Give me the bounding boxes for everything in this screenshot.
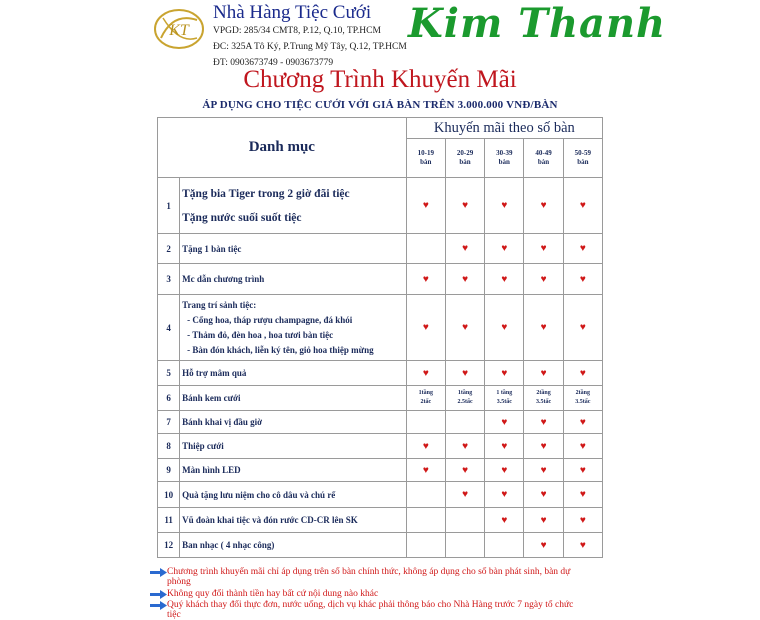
heart-icon: ♥ [501, 367, 508, 379]
brand-name: Kim Thanh [408, 0, 667, 47]
heart-icon: ♥ [579, 273, 586, 285]
heart-icon: ♥ [462, 200, 469, 211]
row-number: 11 [158, 508, 180, 533]
category-header: Danh mục [158, 118, 407, 178]
benefit-cell [524, 178, 563, 234]
item-line: Tặng nước suối suốt tiệc [182, 211, 302, 224]
benefit-cell [485, 411, 524, 434]
tier-unit: bàn [577, 158, 589, 166]
item-line: - Bàn đón khách, liễn ký tên, giỏ hoa thiệp mừng [187, 345, 374, 355]
restaurant-address: ĐC: 325A Tô Ký, P.Trung Mỹ Tây, Q.12, TP.HCM [213, 42, 407, 52]
benefit-cell [406, 533, 445, 558]
brand-line: Nhà Hàng Tiệc Cưới [213, 2, 372, 23]
item-line: Tặng bia Tiger trong 2 giờ đãi tiệc [182, 187, 350, 200]
arrow-right-icon [150, 590, 167, 599]
arrow-right-icon [150, 601, 167, 610]
heart-icon: ♥ [579, 416, 586, 428]
table-row [158, 178, 603, 234]
item-line: Màn hình LED [182, 465, 241, 475]
benefit-cell [524, 459, 563, 482]
heart-icon: ♥ [501, 464, 508, 476]
benefit-cell [485, 533, 524, 558]
benefit-cell [485, 295, 524, 361]
heart-icon: ♥ [501, 416, 508, 428]
cake-height: 3.5tấc [575, 399, 591, 405]
benefit-cell [406, 434, 445, 459]
heart-icon: ♥ [540, 200, 547, 211]
heart-icon: ♥ [501, 273, 508, 285]
tier-unit: bàn [459, 158, 471, 166]
benefit-cell [485, 434, 524, 459]
benefit-cell [445, 459, 484, 482]
row-item [180, 459, 407, 482]
heart-icon: ♥ [579, 322, 586, 333]
benefit-cell [524, 411, 563, 434]
benefit-cell [406, 411, 445, 434]
benefit-cell [524, 295, 563, 361]
heart-icon: ♥ [540, 273, 547, 285]
heart-icon: ♥ [422, 440, 429, 452]
item-line: Trang trí sảnh tiệc: [182, 300, 257, 310]
cake-height: 2.5tấc [457, 399, 473, 405]
benefit-cell [563, 482, 602, 508]
heart-icon: ♥ [462, 440, 469, 452]
heart-icon: ♥ [579, 367, 586, 379]
benefit-cell [445, 295, 484, 361]
row-item [180, 533, 407, 558]
benefit-cell [563, 361, 602, 386]
row-number: 5 [158, 361, 180, 386]
heart-icon: ♥ [422, 200, 429, 211]
row-item [180, 178, 407, 234]
cake-size [406, 386, 445, 411]
benefit-cell [485, 264, 524, 295]
heart-icon: ♥ [540, 489, 547, 500]
row-item [180, 482, 407, 508]
benefit-cell [563, 434, 602, 459]
tier-header [406, 139, 445, 178]
heart-icon: ♥ [501, 514, 508, 526]
heart-icon: ♥ [462, 243, 469, 254]
promo-header: Khuyến mãi theo số bàn [406, 118, 602, 139]
page-subtitle: ÁP DỤNG CHO TIỆC CƯỚI VỚI GIÁ BÀN TRÊN 3.000.000 VNĐ/BÀN [202, 99, 558, 111]
tier-range: 40-49 [535, 149, 552, 157]
benefit-cell [524, 482, 563, 508]
cake-height: 2tấc [420, 399, 432, 405]
heart-icon: ♥ [462, 367, 469, 379]
benefit-cell [563, 411, 602, 434]
heart-icon: ♥ [579, 243, 586, 254]
tier-range: 30-39 [496, 149, 513, 157]
benefit-cell [524, 533, 563, 558]
benefit-cell [563, 178, 602, 234]
row-number: 8 [158, 434, 180, 459]
arrow-right-icon [150, 568, 167, 577]
row-item [180, 234, 407, 264]
note-text: Chương trình khuyến mãi chỉ áp dụng trên số bàn chính thức, không áp dụng cho số bàn phát sinh, bàn dự phòng [167, 567, 571, 587]
row-item [180, 386, 407, 411]
heart-icon: ♥ [579, 440, 586, 452]
benefit-cell [406, 508, 445, 533]
heart-icon: ♥ [462, 489, 469, 500]
benefit-cell [563, 234, 602, 264]
table-row [158, 264, 603, 295]
cake-tiers: 2tầng [536, 390, 551, 396]
benefit-cell [524, 264, 563, 295]
item-line: Mc dẫn chương trình [182, 274, 265, 284]
heart-icon: ♥ [501, 489, 508, 500]
item-line: Hỗ trợ mâm quả [182, 368, 247, 378]
note-item [150, 589, 590, 599]
benefit-cell [406, 459, 445, 482]
heart-icon: ♥ [579, 489, 586, 500]
phone-numbers: ĐT: 0903673749 - 0903673779 [213, 58, 334, 68]
cake-tiers: 1 tầng [496, 390, 513, 396]
note-item [150, 567, 590, 587]
benefit-cell [524, 508, 563, 533]
heart-icon: ♥ [540, 243, 547, 254]
heart-icon: ♥ [540, 514, 547, 526]
benefit-cell [485, 361, 524, 386]
heart-icon: ♥ [501, 200, 508, 211]
item-line: - Cổng hoa, tháp rượu champagne, đá khói [187, 315, 353, 325]
benefit-cell [406, 264, 445, 295]
tier-unit: bàn [420, 158, 432, 166]
tier-range: 50-59 [574, 149, 591, 157]
benefit-cell [445, 264, 484, 295]
benefit-cell [524, 434, 563, 459]
benefit-cell [563, 264, 602, 295]
tier-header [524, 139, 563, 178]
item-line: Bánh kem cưới [182, 393, 241, 403]
cake-tiers: 2tầng [575, 390, 590, 396]
heart-icon: ♥ [540, 367, 547, 379]
row-number: 1 [158, 178, 180, 234]
benefit-cell [445, 533, 484, 558]
row-item [180, 411, 407, 434]
heart-icon: ♥ [540, 416, 547, 428]
benefit-cell [485, 459, 524, 482]
tier-unit: bàn [537, 158, 550, 166]
heart-icon: ♥ [422, 273, 429, 285]
item-line: Tặng 1 bàn tiệc [182, 243, 242, 254]
heart-icon: ♥ [540, 539, 547, 551]
tier-header [445, 139, 484, 178]
page-title: Chương Trình Khuyến Mãi [243, 66, 517, 93]
heart-icon: ♥ [422, 322, 429, 333]
heart-icon: ♥ [462, 273, 469, 285]
table-row [158, 459, 603, 482]
row-number: 7 [158, 411, 180, 434]
table-row [158, 508, 603, 533]
item-line: Thiệp cưới [182, 441, 224, 451]
row-number: 2 [158, 234, 180, 264]
tier-unit: bàn [498, 158, 510, 166]
office-address: VPGD: 285/34 CMT8, P.12, Q.10, TP.HCM [213, 26, 381, 36]
heart-icon: ♥ [422, 464, 429, 476]
note-text: Không quy đổi thành tiền hay bất cứ nội dung nào khác [167, 589, 379, 599]
cake-size [524, 386, 563, 411]
table-row [158, 361, 603, 386]
heart-icon: ♥ [579, 539, 586, 551]
table-row [158, 482, 603, 508]
row-number: 3 [158, 264, 180, 295]
tier-header [563, 139, 602, 178]
heart-icon: ♥ [540, 464, 547, 476]
promotion-table [157, 117, 603, 558]
cake-height: 3.5tấc [496, 399, 512, 405]
benefit-cell [406, 178, 445, 234]
benefit-cell [445, 361, 484, 386]
cake-size [485, 386, 524, 411]
logo-monogram: KT [169, 22, 189, 39]
cake-tiers: 1tầng [418, 390, 433, 396]
row-item [180, 508, 407, 533]
benefit-cell [524, 234, 563, 264]
benefit-cell [406, 482, 445, 508]
tier-range: 10-19 [417, 149, 434, 157]
heart-icon: ♥ [462, 322, 469, 333]
benefit-cell [445, 508, 484, 533]
benefit-cell [485, 178, 524, 234]
note-item [150, 600, 590, 620]
item-line: Ban nhạc ( 4 nhạc công) [182, 540, 275, 550]
benefit-cell [406, 361, 445, 386]
benefit-cell [445, 178, 484, 234]
cake-size [563, 386, 602, 411]
benefit-cell [445, 234, 484, 264]
cake-tiers: 1tầng [457, 390, 473, 396]
row-item [180, 361, 407, 386]
benefit-cell [563, 508, 602, 533]
benefit-cell [485, 234, 524, 264]
heart-icon: ♥ [540, 440, 547, 452]
benefit-cell [524, 361, 563, 386]
item-line: Quà tặng lưu niệm cho cô dâu và chú rể [182, 489, 336, 500]
heart-icon: ♥ [501, 322, 508, 333]
benefit-cell [563, 459, 602, 482]
restaurant-logo [153, 8, 205, 50]
table-row [158, 386, 603, 411]
heart-icon: ♥ [462, 464, 469, 476]
benefit-cell [485, 482, 524, 508]
row-item [180, 264, 407, 295]
benefit-cell [406, 234, 445, 264]
table-row [158, 295, 603, 361]
table-row [158, 434, 603, 459]
benefit-cell [563, 295, 602, 361]
item-line: Vũ đoàn khai tiệc và đón rước CD-CR lên SK [182, 515, 358, 525]
benefit-cell [485, 508, 524, 533]
heart-icon: ♥ [579, 514, 586, 526]
benefit-cell [406, 295, 445, 361]
tier-header [485, 139, 524, 178]
row-number: 9 [158, 459, 180, 482]
heart-icon: ♥ [501, 243, 508, 254]
benefit-cell [445, 482, 484, 508]
table-row [158, 533, 603, 558]
heart-icon: ♥ [422, 367, 429, 379]
benefit-cell [445, 411, 484, 434]
item-line: - Thảm đỏ, đèn hoa , hoa tươi bàn tiệc [187, 330, 334, 340]
row-item [180, 434, 407, 459]
item-line: Bánh khai vị đầu giờ [182, 417, 263, 427]
row-number: 10 [158, 482, 180, 508]
heart-icon: ♥ [579, 200, 586, 211]
heart-icon: ♥ [501, 440, 508, 452]
row-item [180, 295, 407, 361]
benefit-cell [563, 533, 602, 558]
table-row [158, 234, 603, 264]
row-number: 6 [158, 386, 180, 411]
heart-icon: ♥ [540, 322, 547, 333]
cake-height: 3.5tấc [535, 399, 552, 405]
cake-size [445, 386, 484, 411]
tier-range: 20-29 [456, 149, 474, 157]
table-row [158, 411, 603, 434]
row-number: 12 [158, 533, 180, 558]
benefit-cell [445, 434, 484, 459]
row-number: 4 [158, 295, 180, 361]
heart-icon: ♥ [579, 464, 586, 476]
note-text: Quý khách thay đổi thực đơn, nước uống, dịch vụ khác phải thông báo cho Nhà Hàng trước 7 ngày tổ chức tiệc [167, 600, 574, 620]
